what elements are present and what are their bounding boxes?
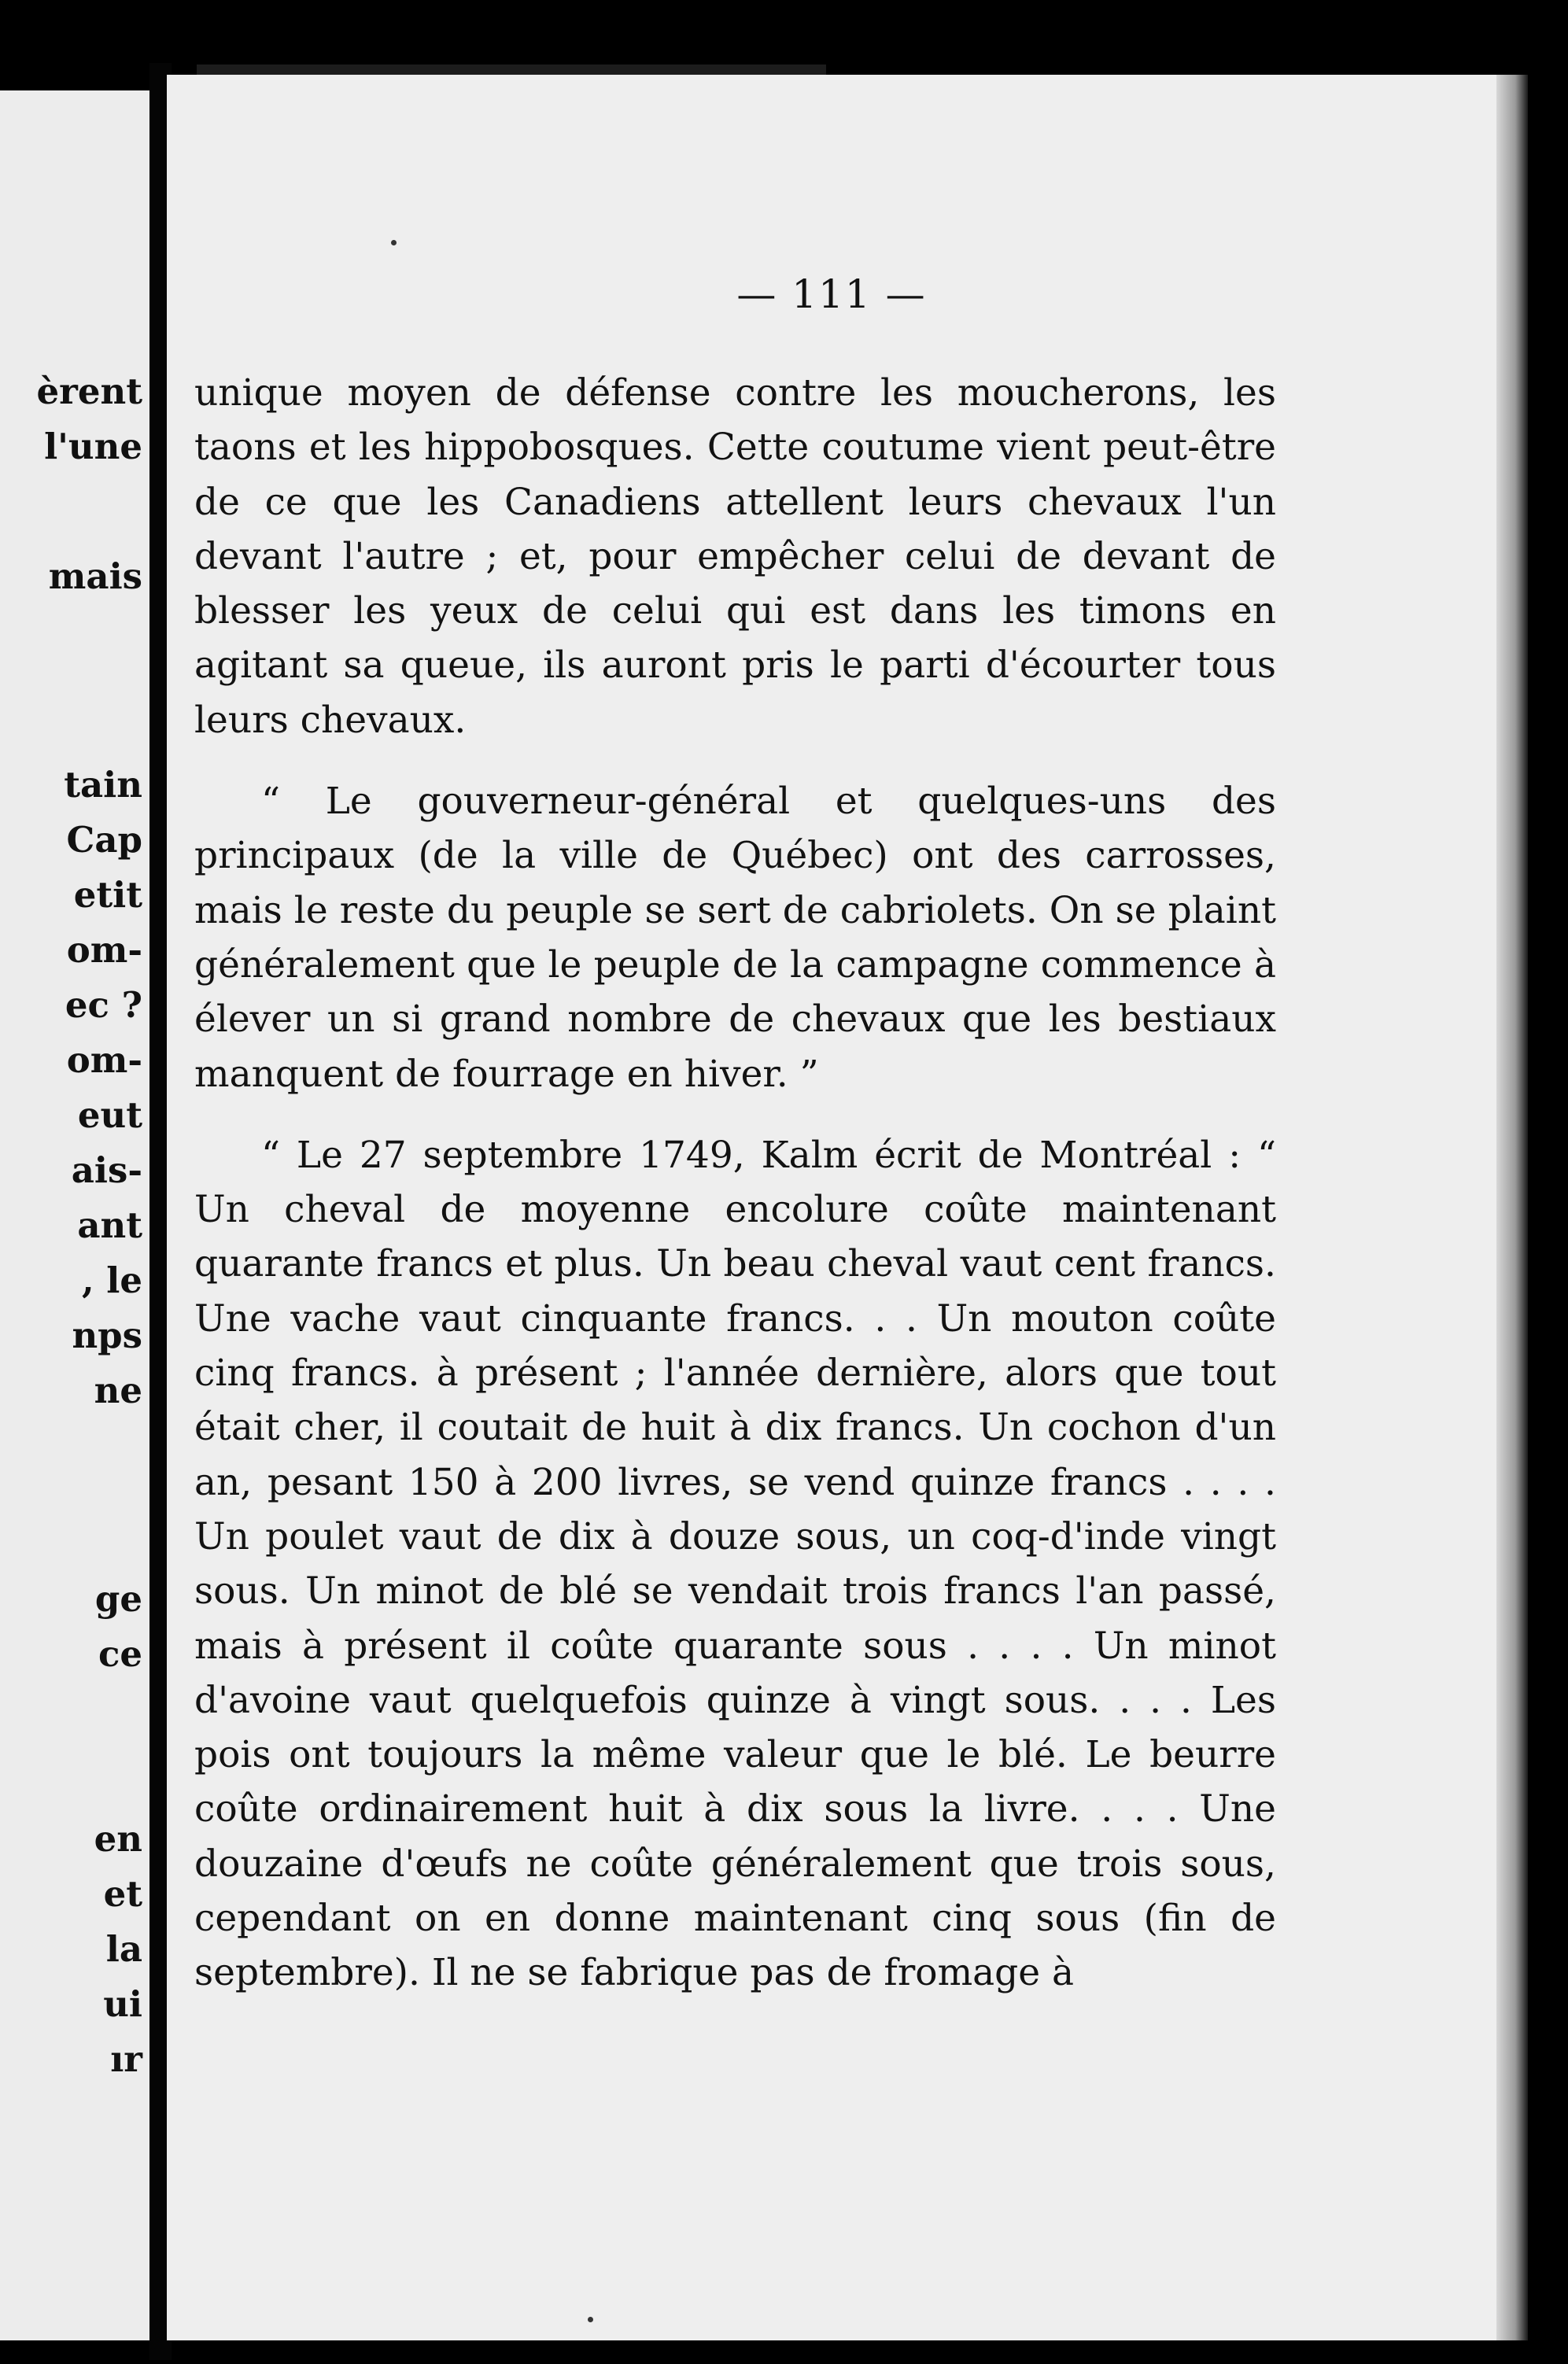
page-number: — 111 — (736, 271, 927, 317)
previous-page-fragment: ır (110, 2038, 142, 2080)
previous-page-fragment: eut (77, 1094, 142, 1136)
previous-page-fragment: èrent (36, 371, 142, 412)
previous-page-fragment: nps (72, 1315, 142, 1356)
previous-page-fragment: ais- (71, 1149, 142, 1191)
previous-page-edge (0, 90, 153, 2340)
previous-page-fragment: , le (81, 1259, 142, 1301)
previous-page-fragment: ce (98, 1633, 142, 1675)
previous-page-fragment: om- (66, 929, 142, 971)
previous-page-fragment: mais (48, 555, 142, 597)
previous-page-fragment: ec ? (65, 984, 142, 1026)
previous-page-fragment: etit (73, 874, 142, 916)
previous-page-fragment: la (105, 1928, 142, 1970)
previous-page-fragment: ge (94, 1578, 142, 1620)
previous-page-fragment: ne (94, 1370, 142, 1411)
previous-page-fragment: l'une (44, 426, 142, 467)
paragraph-continuation: unique moyen de défense contre les moucherons, les taons et les hippobosques. Cette coutume vient peut-être de ce que les Canadiens attellent leurs chevaux l'un devant l'autre ; et, pour empêcher celui de devant de blesser les yeux de celui qui est dans les timons en agitant sa queue, ils auront pris le parti d'écourter tous leurs chevaux. (194, 371, 1276, 742)
paragraph-carriages: “ Le gouverneur-général et quelques-uns des principaux (de la ville de Québec) ont des carrosses, mais le reste du peuple se sert de cabriolets. On se plaint généralement que le peuple de la campagne commence à élever un si grand nombre de chevaux que les bestiaux manquent de fourrage en hiver. ” (194, 780, 1276, 1096)
speck (588, 2317, 593, 2322)
speck (391, 240, 397, 245)
body-text (194, 366, 1276, 2001)
page-right-edge (1496, 75, 1528, 2340)
previous-page-fragment: Cap (66, 819, 142, 861)
previous-page-fragment: tain (64, 764, 142, 806)
previous-page-fragment: et (103, 1873, 142, 1915)
previous-page-fragment: en (94, 1818, 142, 1860)
previous-page-fragment: ui (103, 1983, 142, 2025)
previous-page-fragment: om- (66, 1039, 142, 1081)
paragraph-kalm-prices: “ Le 27 septembre 1749, Kalm écrit de Montréal : “ Un cheval de moyenne encolure coûte maintenant quarante francs et plus. Un beau cheval vaut cent francs. Une vache vaut cinquante francs. . . Un mouton coûte cinq francs. à présent ; l'année dernière, alors que tout était cher, il coutait de huit à dix francs. Un cochon d'un an, pesant 150 à 200 livres, se vend quinze francs . . . . Un poulet vaut de dix à douze sous, un coq-d'inde vingt sous. Un minot de blé se vendait trois francs l'an passé, mais à présent il coûte quarante sous . . . . Un minot d'avoine vaut quelquefois quinze à vingt sous. . . . Les pois ont toujours la même valeur que le blé. Le beurre coûte ordinairement huit à dix sous la livre. . . . Une douzaine d'œufs ne coûte généralement que trois sous, cependant on en donne maintenant cinq sous (fin de septembre). Il ne se fabrique pas de fromage à (194, 1133, 1276, 1995)
previous-page-fragment: ant (77, 1204, 142, 1246)
